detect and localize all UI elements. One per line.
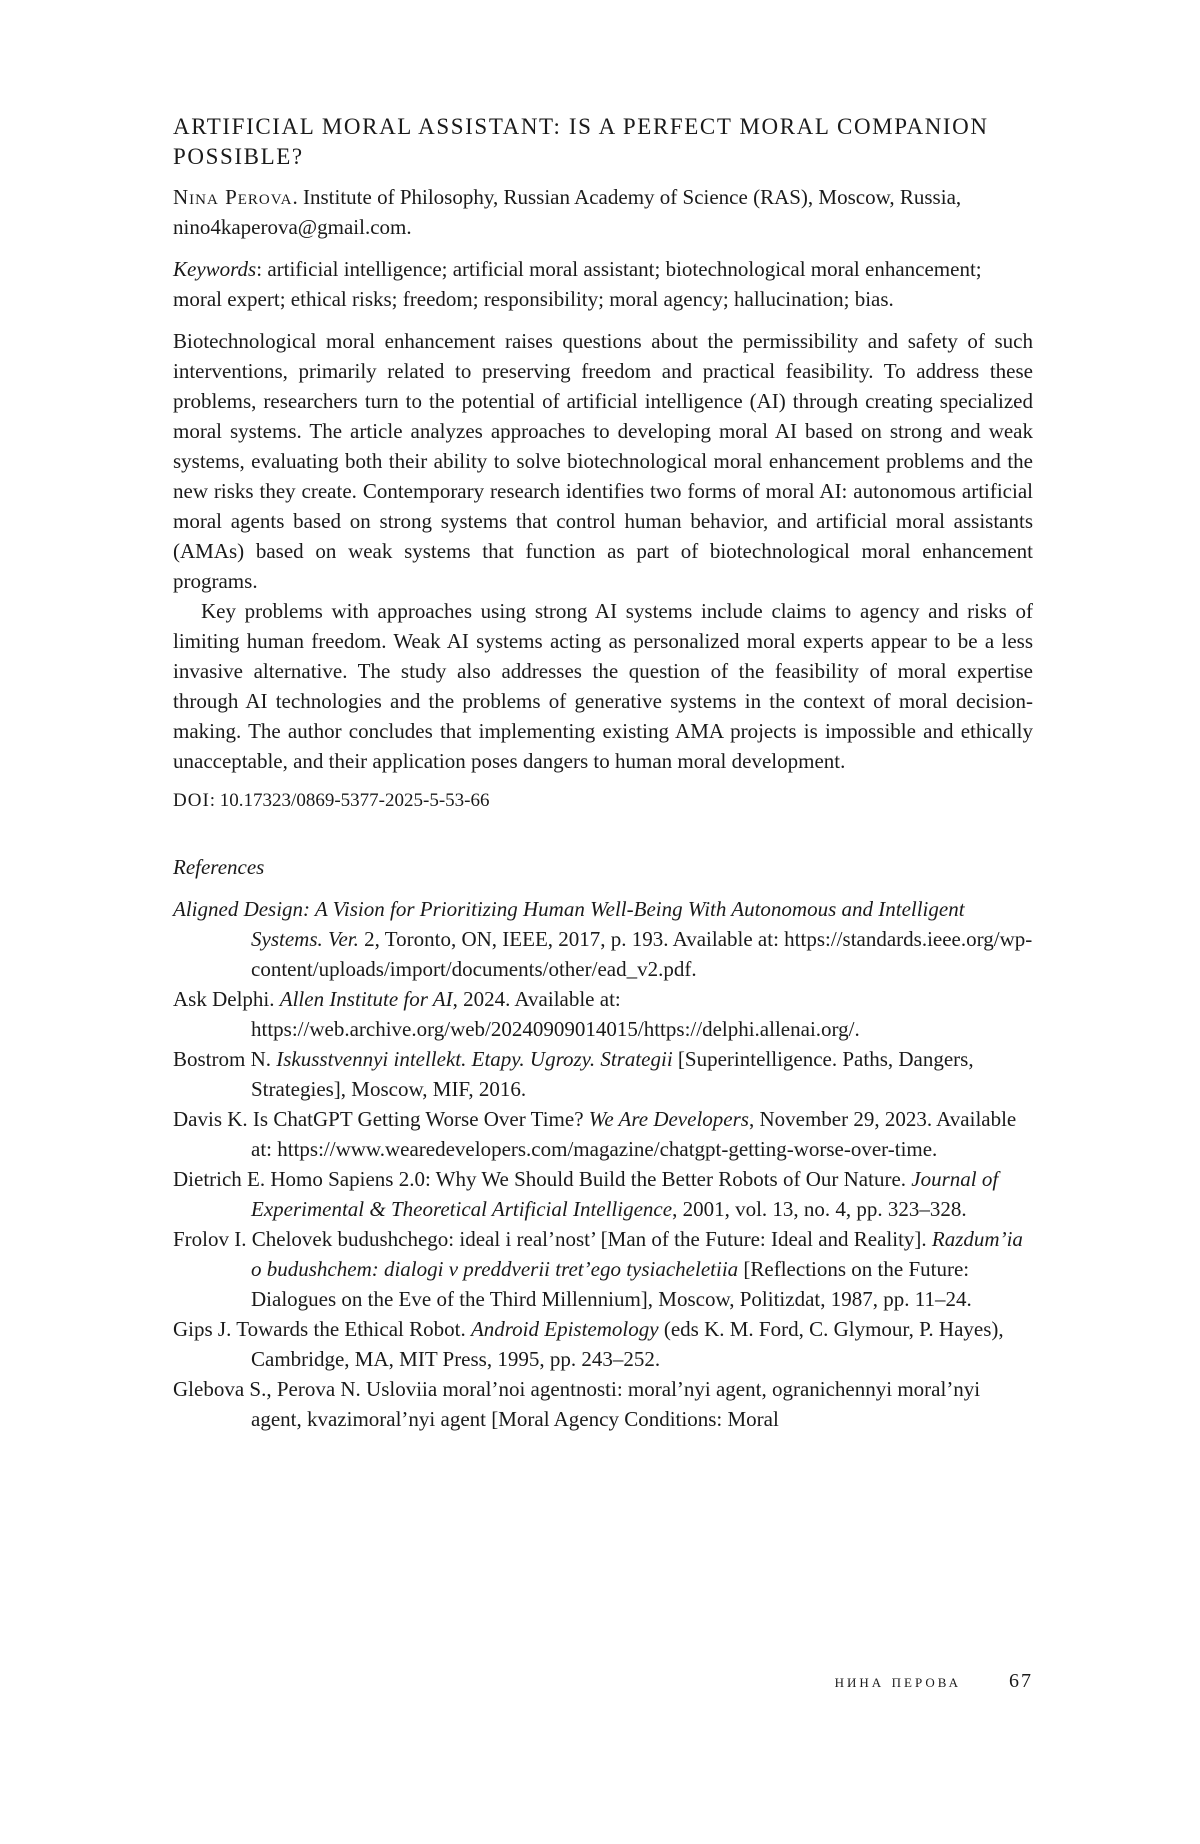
reference-details: [Superintelligence. Paths, Dangers, Strategies], Moscow, MIF, 2016. — [251, 1047, 974, 1101]
article-title: ARTIFICIAL MORAL ASSISTANT: IS A PERFECT MORAL COMPANION POSSIBLE? — [173, 114, 989, 169]
reference-details: [Reflections on the Future: Dialogues on the Eve of the Third Millennium], Moscow, Politizdat, 1987, pp. 11–24. — [251, 1257, 972, 1311]
reference-item — [173, 1314, 1033, 1374]
reference-item — [173, 1164, 1033, 1224]
page-number: 67 — [1009, 1670, 1033, 1692]
reference-author: Frolov I. Chelovek budushchego: ideal i real’nost’ [Man of the Future: Ideal and Reality]. — [173, 1227, 932, 1251]
abstract — [173, 326, 1033, 776]
reference-details: 2, Toronto, ON, IEEE, 2017, p. 193. Available at: https://standards.ieee.org/wp-content/uploads/import/documents/other/ead_v2.pdf. — [251, 927, 1033, 981]
reference-author: Bostrom N. — [173, 1047, 277, 1071]
reference-item — [173, 984, 1033, 1044]
abstract-paragraph-1: Biotechnological moral enhancement raises questions about the permissibility and safety of such interventions, primarily related to preserving freedom and practical feasibility. To address these problems, researchers turn to the potential of artificial intelligence (AI) through creating specialized moral systems. The article analyzes approaches to developing moral AI based on strong and weak systems, evaluating both their ability to solve biotechnological moral enhancement problems and the new risks they create. Contemporary research identifies two forms of moral AI: autonomous artificial moral agents based on strong systems that control human behavior, and artificial moral assistants (AMAs) based on weak systems that function as part of biotechnological moral enhancement programs. — [173, 329, 1033, 593]
doi — [173, 786, 1033, 816]
reference-title: Aligned Design: A Vision for Prioritizing Human Well-Being With Autonomous and Intelligent Systems. Ver. — [173, 897, 965, 951]
author-block — [173, 182, 1033, 242]
author-name: Nina Perova — [173, 185, 293, 209]
reference-title: Android Epistemology — [470, 1317, 659, 1341]
reference-details: , 2024. Available at: https://web.archive.org/web/20240909014015/https://delphi.allenai.org/. — [251, 987, 860, 1041]
reference-title: Allen Institute for AI — [279, 987, 453, 1011]
doi-label: DOI — [173, 790, 210, 811]
abstract-paragraph-2: Key problems with approaches using strong AI systems include claims to agency and risks of limiting human freedom. Weak AI systems acting as personalized moral experts appear to be a less invasive alternative. The study also addresses the question of the feasibility of moral expertise through AI technologies and the problems of generative systems in the context of moral decision-making. The author concludes that implementing existing AMA projects is impossible and ethically unacceptable, and their application poses dangers to human moral development. — [173, 599, 1033, 773]
references-heading: References — [173, 855, 265, 879]
reference-author: Dietrich E. Homo Sapiens 2.0: Why We Should Build the Better Robots of Our Nature. — [173, 1167, 912, 1191]
reference-details: , 2001, vol. 13, no. 4, pp. 323–328. — [672, 1197, 967, 1221]
reference-title: Razdum’ia o budushchem: dialogi v preddverii tret’ego tysiacheletiia — [251, 1227, 1023, 1281]
reference-author: Ask Delphi. — [173, 987, 280, 1011]
keywords-text: : artificial intelligence; artificial moral assistant; biotechnological moral enhancement; moral expert; ethical risks; freedom; responsibility; moral agency; hallucination; bias. — [173, 257, 982, 311]
reference-title: We Are Developers — [588, 1107, 749, 1131]
doi-value: : 10.17323/0869-5377-2025-5-53-66 — [209, 790, 490, 811]
reference-item — [173, 1224, 1033, 1314]
reference-title: Journal of Experimental & Theoretical Artificial Intelligence — [251, 1167, 999, 1221]
reference-item — [173, 1044, 1033, 1104]
reference-item — [173, 1104, 1033, 1164]
reference-author: Gips J. Towards the Ethical Robot. — [173, 1317, 471, 1341]
reference-item — [173, 1374, 1033, 1434]
article-page — [173, 112, 1033, 1434]
reference-details: (eds K. M. Ford, C. Glymour, P. Hayes), Cambridge, MA, MIT Press, 1995, pp. 243–252. — [251, 1317, 1004, 1371]
reference-text: Glebova S., Perova N. Usloviia moral’noi agentnosti: moral’nyi agent, ogranichennyi moral’nyi agent, kvazimoral’nyi agent [Moral Agency Conditions: Moral — [173, 1377, 981, 1431]
author-affiliation: . Institute of Philosophy, Russian Academy of Science (RAS), Moscow, Russia, nino4kaperova@gmail.com. — [173, 185, 962, 239]
reference-author: Davis K. Is ChatGPT Getting Worse Over Time? — [173, 1107, 589, 1131]
reference-details: , November 29, 2023. Available at: https://www.wearedevelopers.com/magazine/chatgpt-getting-worse-over-time. — [251, 1107, 1017, 1161]
keywords — [173, 254, 1033, 314]
references-list — [173, 894, 1033, 1434]
keywords-label: Keywords — [173, 257, 257, 281]
running-head: нина перова — [834, 1671, 961, 1691]
page-footer — [173, 1670, 1033, 1693]
reference-title: Iskusstvennyi intellekt. Etapy. Ugrozy. Strategii — [276, 1047, 673, 1071]
reference-item — [173, 894, 1033, 984]
